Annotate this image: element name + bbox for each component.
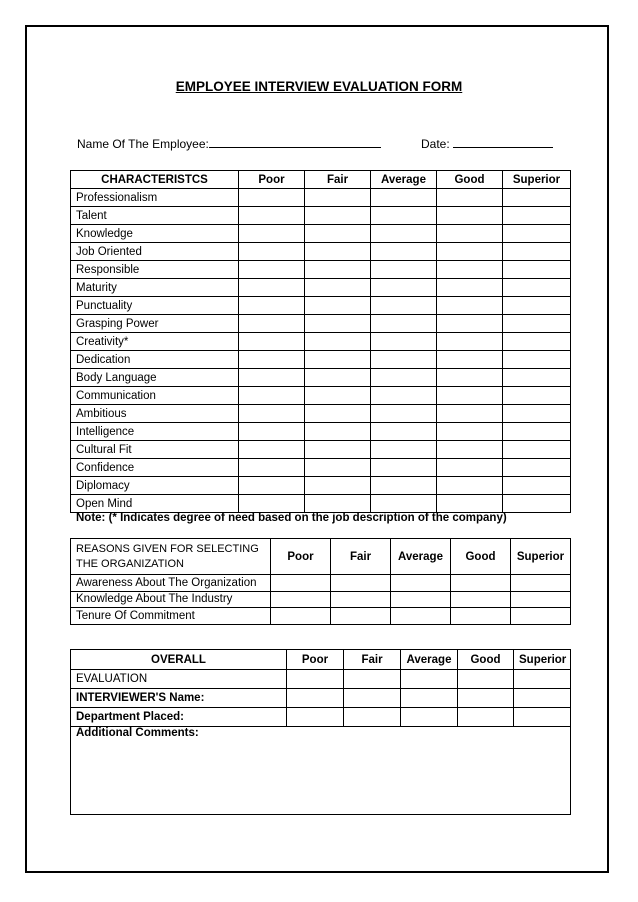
characteristics-label: Cultural Fit (71, 441, 239, 459)
rating-cell[interactable] (451, 575, 511, 592)
department-cell[interactable] (514, 708, 571, 727)
rating-cell[interactable] (271, 591, 331, 608)
rating-cell[interactable] (371, 477, 437, 495)
rating-cell[interactable] (437, 297, 503, 315)
reasons-label: Tenure Of Commitment (71, 608, 271, 625)
rating-cell[interactable] (239, 207, 305, 225)
rating-cell[interactable] (331, 608, 391, 625)
rating-cell[interactable] (371, 315, 437, 333)
rating-cell[interactable] (371, 279, 437, 297)
rating-cell[interactable] (305, 387, 371, 405)
rating-header-good: Good (437, 171, 503, 189)
rating-cell[interactable] (437, 207, 503, 225)
rating-cell[interactable] (503, 333, 571, 351)
rating-cell[interactable] (305, 423, 371, 441)
rating-cell[interactable] (437, 387, 503, 405)
interviewer-cell[interactable] (344, 689, 401, 708)
rating-cell[interactable] (305, 477, 371, 495)
rating-cell[interactable] (503, 387, 571, 405)
table-row (71, 225, 571, 243)
rating-cell[interactable] (371, 297, 437, 315)
characteristics-header: CHARACTERISTCS (71, 171, 239, 189)
department-row (71, 708, 571, 727)
table-row (71, 459, 571, 477)
table-row (71, 207, 571, 225)
rating-cell[interactable] (371, 369, 437, 387)
overall-rating-superior: Superior (514, 650, 571, 670)
characteristics-label: Punctuality (71, 297, 239, 315)
interviewer-cell[interactable] (287, 689, 344, 708)
interviewer-cell[interactable] (514, 689, 571, 708)
rating-cell[interactable] (437, 405, 503, 423)
rating-cell[interactable] (239, 369, 305, 387)
rating-cell[interactable] (305, 261, 371, 279)
rating-cell[interactable] (305, 441, 371, 459)
rating-cell[interactable] (239, 297, 305, 315)
characteristics-label: Knowledge (71, 225, 239, 243)
interviewer-cell[interactable] (458, 689, 514, 708)
rating-cell[interactable] (239, 387, 305, 405)
form-title (0, 79, 638, 94)
rating-cell[interactable] (305, 459, 371, 477)
characteristics-header-row (71, 171, 571, 189)
rating-cell[interactable] (239, 477, 305, 495)
rating-cell[interactable] (331, 575, 391, 592)
evaluation-label: EVALUATION (71, 670, 287, 689)
table-row (71, 189, 571, 207)
table-row (71, 441, 571, 459)
department-label: Department Placed: (71, 708, 287, 727)
characteristics-label: Creativity* (71, 333, 239, 351)
reasons-table (70, 538, 571, 625)
rating-cell[interactable] (503, 243, 571, 261)
interviewer-row (71, 689, 571, 708)
employee-name-row (77, 135, 381, 151)
rating-cell[interactable] (305, 351, 371, 369)
rating-cell[interactable] (401, 670, 458, 689)
table-row (71, 351, 571, 369)
rating-cell[interactable] (503, 315, 571, 333)
reasons-rating-superior: Superior (511, 539, 571, 575)
rating-cell[interactable] (437, 477, 503, 495)
rating-cell[interactable] (331, 591, 391, 608)
characteristics-label: Talent (71, 207, 239, 225)
rating-cell[interactable] (371, 495, 437, 513)
reasons-header: REASONS GIVEN FOR SELECTING THE ORGANIZATION (71, 539, 271, 575)
rating-cell[interactable] (239, 315, 305, 333)
rating-cell[interactable] (391, 575, 451, 592)
rating-cell[interactable] (239, 225, 305, 243)
table-row (71, 387, 571, 405)
table-row (71, 243, 571, 261)
rating-cell[interactable] (305, 225, 371, 243)
rating-cell[interactable] (305, 189, 371, 207)
rating-cell[interactable] (239, 459, 305, 477)
rating-cell[interactable] (391, 608, 451, 625)
characteristics-label: Maturity (71, 279, 239, 297)
interviewer-cell[interactable] (401, 689, 458, 708)
rating-cell[interactable] (437, 261, 503, 279)
table-row (71, 297, 571, 315)
rating-cell[interactable] (305, 279, 371, 297)
note-text: Note: (* Indicates degree of need based on the job description of the company) (76, 512, 507, 524)
characteristics-label: Body Language (71, 369, 239, 387)
table-row (71, 261, 571, 279)
date-label: Date: (421, 137, 450, 151)
rating-cell[interactable] (514, 670, 571, 689)
characteristics-label: Diplomacy (71, 477, 239, 495)
rating-cell[interactable] (239, 441, 305, 459)
rating-cell[interactable] (451, 608, 511, 625)
rating-cell[interactable] (371, 423, 437, 441)
rating-cell[interactable] (305, 333, 371, 351)
rating-cell[interactable] (458, 670, 514, 689)
evaluation-row (71, 670, 571, 689)
overall-header: OVERALL (71, 650, 287, 670)
rating-cell[interactable] (503, 369, 571, 387)
rating-cell[interactable] (371, 189, 437, 207)
rating-cell[interactable] (271, 608, 331, 625)
rating-cell[interactable] (371, 225, 437, 243)
rating-cell[interactable] (451, 591, 511, 608)
additional-comments-box[interactable] (71, 727, 571, 815)
characteristics-label: Responsible (71, 261, 239, 279)
rating-cell[interactable] (305, 297, 371, 315)
rating-cell[interactable] (511, 591, 571, 608)
rating-cell[interactable] (503, 189, 571, 207)
table-row (71, 279, 571, 297)
characteristics-label: Intelligence (71, 423, 239, 441)
rating-cell[interactable] (371, 459, 437, 477)
rating-cell[interactable] (271, 575, 331, 592)
characteristics-label: Open Mind (71, 495, 239, 513)
reasons-header-row (71, 539, 571, 575)
rating-cell[interactable] (371, 243, 437, 261)
reasons-label: Awareness About The Organization (71, 575, 271, 592)
department-cell[interactable] (287, 708, 344, 727)
table-row (71, 423, 571, 441)
rating-cell[interactable] (437, 369, 503, 387)
rating-cell[interactable] (239, 423, 305, 441)
characteristics-label: Ambitious (71, 405, 239, 423)
table-row (71, 315, 571, 333)
rating-cell[interactable] (239, 333, 305, 351)
rating-cell[interactable] (503, 441, 571, 459)
rating-cell[interactable] (503, 261, 571, 279)
employee-name-blank[interactable] (209, 135, 381, 148)
rating-cell[interactable] (437, 189, 503, 207)
overall-rating-average: Average (401, 650, 458, 670)
rating-cell[interactable] (371, 441, 437, 459)
rating-header-fair: Fair (305, 171, 371, 189)
employee-name-label: Name Of The Employee: (77, 137, 209, 151)
rating-cell[interactable] (371, 387, 437, 405)
department-cell[interactable] (401, 708, 458, 727)
rating-cell[interactable] (503, 351, 571, 369)
rating-cell[interactable] (503, 279, 571, 297)
characteristics-label: Confidence (71, 459, 239, 477)
rating-cell[interactable] (437, 333, 503, 351)
rating-cell[interactable] (287, 670, 344, 689)
overall-table (70, 649, 571, 815)
rating-cell[interactable] (239, 279, 305, 297)
rating-cell[interactable] (437, 423, 503, 441)
rating-cell[interactable] (371, 207, 437, 225)
table-row (71, 591, 571, 608)
rating-header-average: Average (371, 171, 437, 189)
rating-cell[interactable] (511, 575, 571, 592)
overall-rating-poor: Poor (287, 650, 344, 670)
rating-cell[interactable] (371, 261, 437, 279)
table-row (71, 495, 571, 513)
interviewer-label: INTERVIEWER'S Name: (71, 689, 287, 708)
rating-cell[interactable] (305, 315, 371, 333)
table-row (71, 333, 571, 351)
rating-cell[interactable] (503, 459, 571, 477)
rating-cell[interactable] (503, 297, 571, 315)
comments-label: Additional Comments: (76, 727, 199, 739)
rating-cell[interactable] (239, 405, 305, 423)
form-title-text: EMPLOYEE INTERVIEW EVALUATION FORM (175, 79, 463, 94)
rating-cell[interactable] (305, 369, 371, 387)
reasons-rating-poor: Poor (271, 539, 331, 575)
characteristics-table (70, 170, 571, 513)
rating-cell[interactable] (437, 279, 503, 297)
rating-cell[interactable] (437, 225, 503, 243)
rating-cell[interactable] (239, 495, 305, 513)
rating-cell[interactable] (511, 608, 571, 625)
table-row (71, 575, 571, 592)
rating-cell[interactable] (344, 670, 401, 689)
reasons-rating-good: Good (451, 539, 511, 575)
rating-cell[interactable] (437, 495, 503, 513)
rating-cell[interactable] (503, 225, 571, 243)
rating-cell[interactable] (305, 243, 371, 261)
rating-cell[interactable] (437, 459, 503, 477)
rating-cell[interactable] (239, 261, 305, 279)
rating-cell[interactable] (371, 405, 437, 423)
overall-header-row (71, 650, 571, 670)
reasons-rating-fair: Fair (331, 539, 391, 575)
overall-rating-good: Good (458, 650, 514, 670)
rating-cell[interactable] (437, 441, 503, 459)
rating-header-poor: Poor (239, 171, 305, 189)
rating-cell[interactable] (503, 423, 571, 441)
characteristics-label: Dedication (71, 351, 239, 369)
characteristics-label: Job Oriented (71, 243, 239, 261)
characteristics-label: Communication (71, 387, 239, 405)
comments-row (71, 727, 571, 815)
rating-cell[interactable] (239, 351, 305, 369)
rating-cell[interactable] (305, 405, 371, 423)
rating-cell[interactable] (391, 591, 451, 608)
rating-cell[interactable] (371, 333, 437, 351)
department-cell[interactable] (344, 708, 401, 727)
rating-cell[interactable] (239, 189, 305, 207)
overall-rating-fair: Fair (344, 650, 401, 670)
rating-cell[interactable] (437, 315, 503, 333)
department-cell[interactable] (458, 708, 514, 727)
rating-cell[interactable] (437, 243, 503, 261)
reasons-rating-average: Average (391, 539, 451, 575)
rating-cell[interactable] (437, 351, 503, 369)
characteristics-label: Grasping Power (71, 315, 239, 333)
rating-cell[interactable] (239, 243, 305, 261)
characteristics-label: Professionalism (71, 189, 239, 207)
rating-cell[interactable] (503, 405, 571, 423)
rating-cell[interactable] (503, 207, 571, 225)
date-blank[interactable] (453, 135, 553, 148)
table-row (71, 477, 571, 495)
rating-cell[interactable] (503, 495, 571, 513)
rating-cell[interactable] (305, 207, 371, 225)
rating-header-superior: Superior (503, 171, 571, 189)
rating-cell[interactable] (371, 351, 437, 369)
rating-cell[interactable] (503, 477, 571, 495)
date-row (421, 135, 553, 151)
rating-cell[interactable] (305, 495, 371, 513)
table-row (71, 405, 571, 423)
table-row (71, 608, 571, 625)
table-row (71, 369, 571, 387)
reasons-label: Knowledge About The Industry (71, 591, 271, 608)
